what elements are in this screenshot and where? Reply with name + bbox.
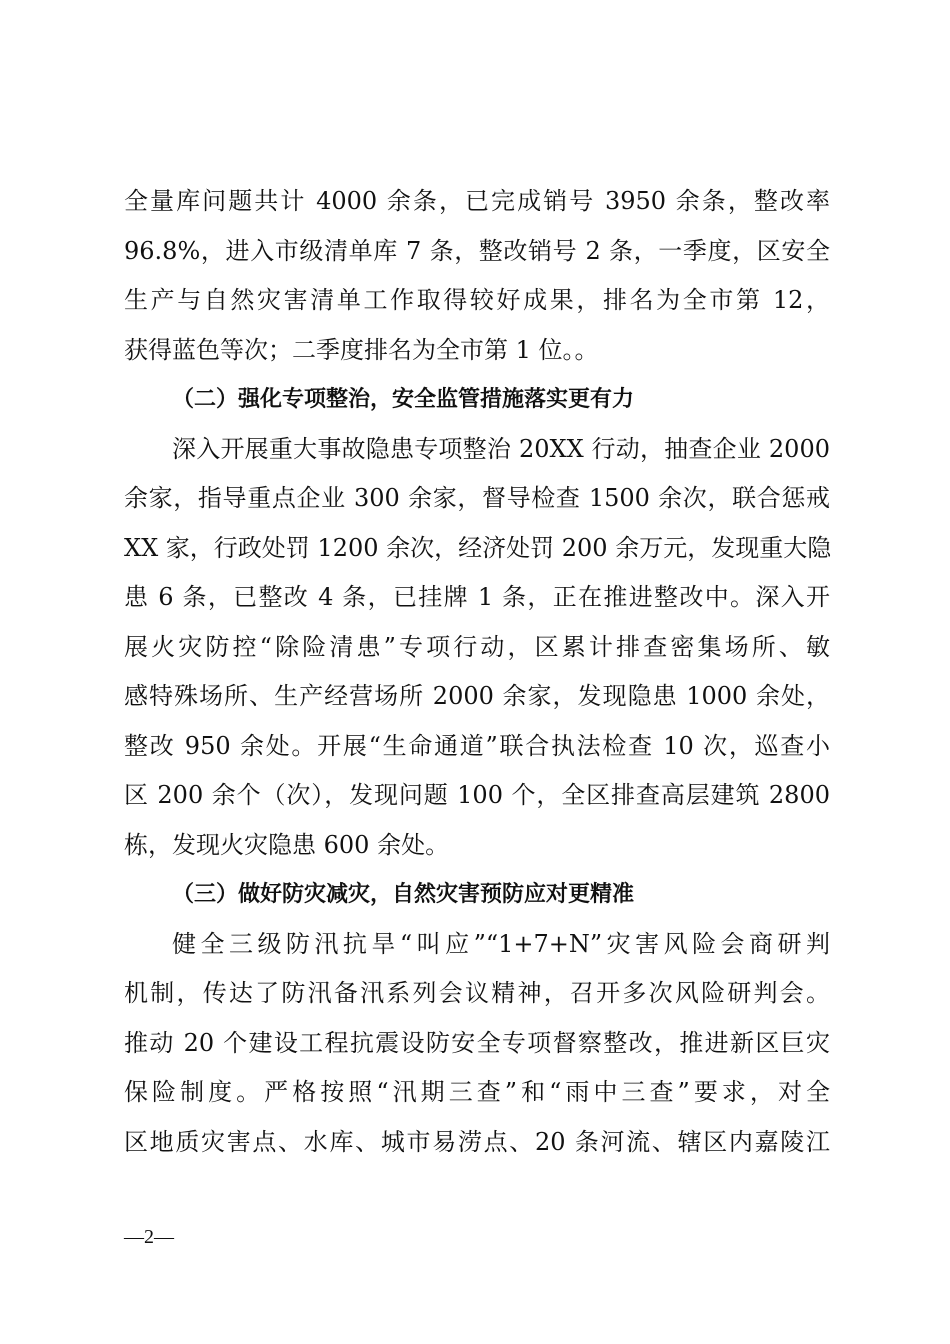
document-body: [124, 177, 830, 1167]
text-line: 余家，指导重点企业 300 余家，督导检查 1500 余次，联合惩戒: [124, 484, 830, 512]
text-line: 获得蓝色等次；二季度排名为全市第 1 位。。: [124, 335, 599, 364]
text-line: 保险制度。严格按照“汛期三查”和“雨中三查”要求，对全: [124, 1078, 830, 1106]
text-line: 生产与自然灾害清单工作取得较好成果，排名为全市第 12，: [124, 286, 830, 314]
text-line: 感特殊场所、生产经营场所 2000 余家，发现隐患 1000 余处，: [124, 682, 830, 710]
text-line: 全量库问题共计 4000 余条，已完成销号 3950 余条，整改率: [124, 187, 830, 215]
text-line: 区地质灾害点、水库、城市易涝点、20 条河流、辖区内嘉陵江: [124, 1127, 830, 1156]
text-line: 整改 950 余处。开展“生命通道”联合执法检查 10 次，巡查小: [124, 731, 830, 760]
paragraph-2: [124, 425, 830, 871]
text-line: 健全三级防汛抗旱“叫应”“1+7+N”灾害风险会商研判: [172, 929, 830, 958]
paragraph-3: [124, 920, 830, 1168]
page-number: —2—: [124, 1226, 174, 1248]
text-line: 深入开展重大事故隐患专项整治 20XX 行动，抽查企业 2000: [172, 434, 830, 463]
text-line: 推动 20 个建设工程抗震设防安全专项督察整改，推进新区巨灾: [124, 1028, 830, 1057]
text-line: 患 6 条，已整改 4 条，已挂牌 1 条，正在推进整改中。深入开: [124, 583, 830, 611]
text-line: 机制，传达了防汛备汛系列会议精神，召开多次风险研判会。: [124, 979, 830, 1007]
paragraph-1: [124, 177, 830, 375]
section-heading-2: （二）强化专项整治，安全监管措施落实更有力: [172, 387, 635, 412]
section-heading-3: （三）做好防灾减灾，自然灾害预防应对更精准: [172, 882, 635, 907]
text-line: 区 200 余个（次），发现问题 100 个，全区排查高层建筑 2800: [124, 781, 830, 809]
text-line: 栋，发现火灾隐患 600 余处。: [124, 830, 450, 859]
text-line: 展火灾防控“除险清患”专项行动，区累计排查密集场所、敏: [124, 632, 830, 661]
text-line: XX 家，行政处罚 1200 余次，经济处罚 200 余万元，发现重大隐: [124, 533, 832, 562]
text-line: 96.8%，进入市级清单库 7 条，整改销号 2 条，一季度，区安全: [124, 236, 830, 265]
